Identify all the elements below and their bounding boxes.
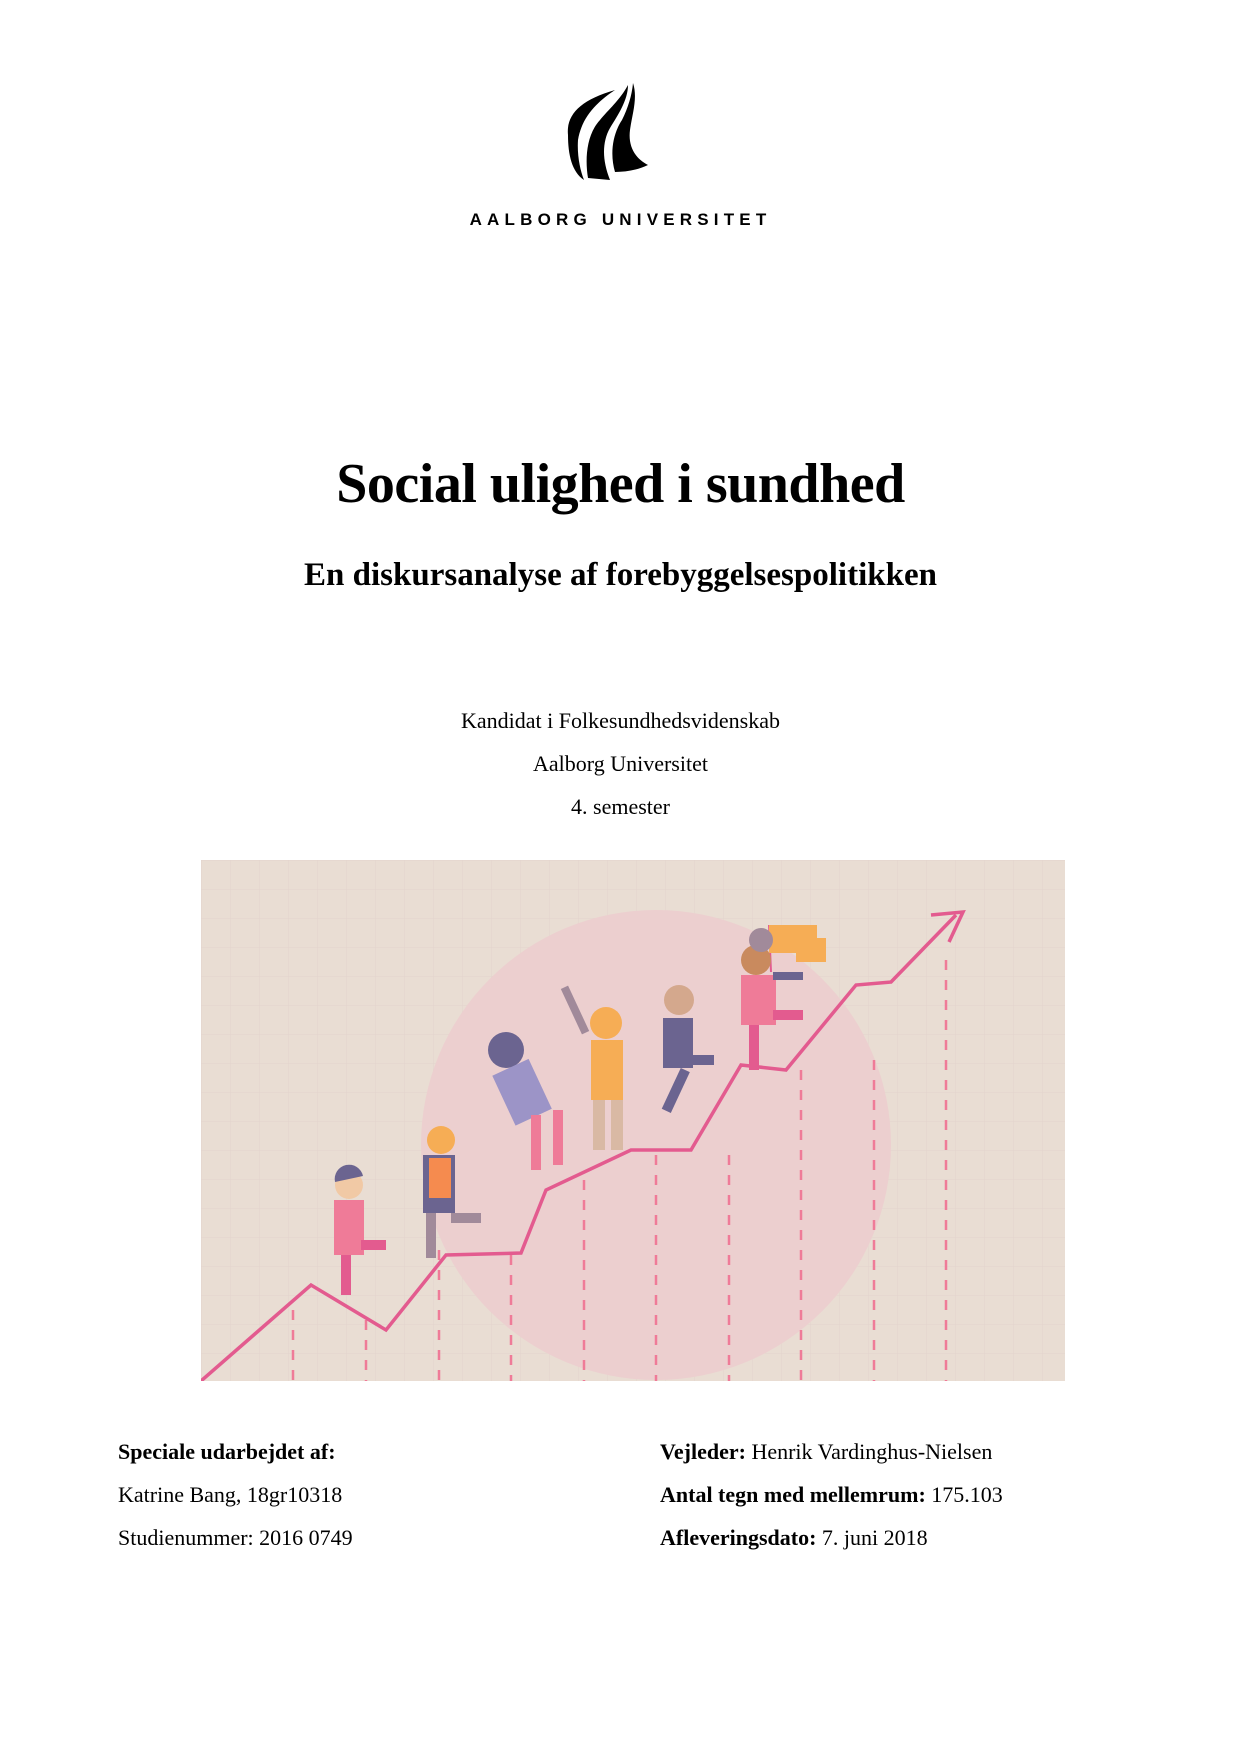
aalborg-university-logo-icon xyxy=(560,80,660,185)
character-count-line xyxy=(660,1473,1003,1516)
details-block xyxy=(660,1430,1003,1559)
university-line: Aalborg Universitet xyxy=(533,751,708,776)
climbing-people-chart-illustration xyxy=(201,860,1065,1381)
author-block xyxy=(118,1430,353,1559)
supervisor-line xyxy=(660,1430,1003,1473)
submission-date-line xyxy=(660,1516,1003,1559)
character-count-label: Antal tegn med mellemrum: xyxy=(660,1482,926,1507)
semester: 4. semester xyxy=(571,794,670,819)
submission-date-label: Afleveringsdato: xyxy=(660,1525,817,1550)
document-title: Social ulighed i sundhed xyxy=(336,453,905,515)
author-name-group: Katrine Bang, 18gr10318 xyxy=(118,1482,343,1507)
degree-program: Kandidat i Folkesundhedsvidenskab xyxy=(461,708,780,733)
submission-date-value: 7. juni 2018 xyxy=(816,1525,928,1550)
supervisor-label: Vejleder: xyxy=(660,1439,746,1464)
university-name: AALBORG UNIVERSITET xyxy=(469,210,772,229)
student-number: Studienummer: 2016 0749 xyxy=(118,1525,353,1550)
character-count-value: 175.103 xyxy=(925,1482,1003,1507)
supervisor-value: Henrik Vardinghus-Nielsen xyxy=(745,1439,993,1464)
document-subtitle: En diskursanalyse af forebyggelsespolitikken xyxy=(304,557,937,593)
author-label: Speciale udarbejdet af: xyxy=(118,1439,336,1464)
